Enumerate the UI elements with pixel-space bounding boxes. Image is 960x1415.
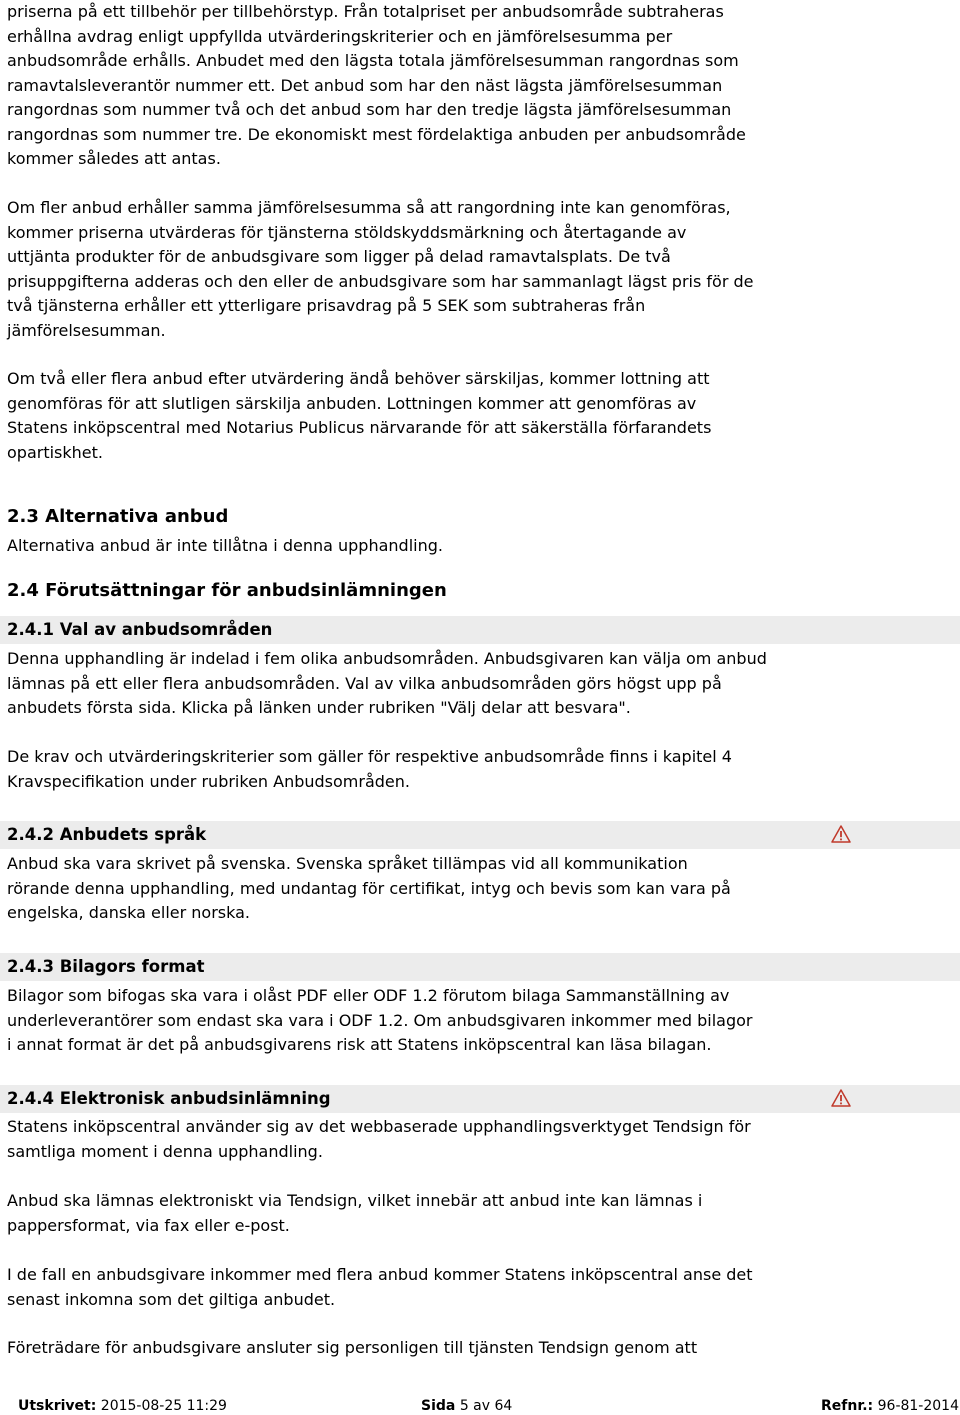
text-line: underleverantörer som endast ska vara i ODF 1.2. Om anbudsgivaren inkommer med bilagor: [7, 1010, 753, 1030]
text-line: Denna upphandling är indelad i fem olika anbudsområden. Anbudsgivaren kan välja om anbud: [7, 649, 767, 668]
text-line: rangordnas som nummer två och det anbud som har den tredje lägsta jämförelsesumman: [7, 100, 732, 119]
text-line: I de fall en anbudsgivare inkommer med flera anbud kommer Statens inköpscentral anse det: [7, 1265, 753, 1284]
text-line: jämförelsesumman.: [7, 320, 166, 340]
text-line: Alternativa anbud är inte tillåtna i denna upphandling.: [7, 536, 443, 555]
text-line: prisuppgifterna adderas och den eller de anbudsgivare som har sammanlagt lägst pris för de: [7, 271, 754, 291]
footer-ref-value: 96-81-2014: [877, 1398, 959, 1414]
paragraph-multiple-bids: [7, 1263, 753, 1312]
text-line: anbudets första sida. Klicka på länken under rubriken "Välj delar att besvara".: [7, 698, 631, 717]
text-line: rangordnas som nummer tre. De ekonomiskt mest fördelaktiga anbuden per anbudsområde: [7, 124, 746, 144]
text-line: Statens inköpscentral med Notarius Publicus närvarande för att säkerställa förfarandets: [7, 418, 712, 437]
heading-2-4-2: 2.4.2 Anbudets språk: [7, 825, 207, 844]
footer-page: [421, 1397, 512, 1415]
text-line: kommer priserna utvärderas för tjänsterna stöldskyddsmärkning och återtagande av: [7, 222, 687, 242]
footer-ref-label: Refnr.:: [821, 1398, 874, 1414]
text-line: Om fler anbud erhåller samma jämförelsesumma så att rangordning inte kan genomföras,: [7, 198, 731, 217]
section-header-2-4-2: [0, 821, 960, 849]
text-line: Statens inköpscentral använder sig av det webbaserade upphandlingsverktyget Tendsign för: [7, 1117, 751, 1136]
warning-triangle-icon: [831, 1089, 851, 1107]
heading-2-4-1: 2.4.1 Val av anbudsområden: [7, 620, 273, 639]
paragraph-requirements: [7, 745, 732, 794]
footer-page-value: 5 av 64: [459, 1398, 513, 1414]
heading-2-4-3: 2.4.3 Bilagors format: [7, 957, 205, 976]
section-header-2-4-4: [0, 1085, 960, 1113]
text-line: engelska, danska eller norska.: [7, 903, 250, 922]
footer-ref: [821, 1397, 959, 1415]
text-line: De krav och utvärderingskriterier som gäller för respektive anbudsområde finns i kapitel 4: [7, 747, 732, 766]
text-line: Bilagor som bifogas ska vara i olåst PDF eller ODF 1.2 förutom bilaga Sammanställning av: [7, 986, 730, 1005]
paragraph-tender-areas: [7, 647, 767, 721]
text-line: Företrädare för anbudsgivare ansluter sig personligen till tjänsten Tendsign genom att: [7, 1338, 698, 1357]
paragraph-electronic-only: [7, 1189, 702, 1238]
text-line: ramavtalsleverantör nummer ett. Det anbud som har den näst lägsta jämförelsesumman: [7, 75, 723, 95]
text-line: opartiskhet.: [7, 442, 103, 462]
text-line: Kravspecifikation under rubriken Anbudsområden.: [7, 771, 410, 791]
text-line: uttjänta produkter för de anbudsgivare som ligger på delad ramavtalsplats. De två: [7, 247, 671, 266]
text-line: erhållna avdrag enligt uppfyllda utvärderingskriterier och en jämförelsesumma per: [7, 26, 673, 46]
paragraph-alternative-bids: [7, 534, 443, 559]
paragraph-language: [7, 852, 731, 926]
footer-printed-value: 2015-08-25 11:29: [100, 1398, 227, 1414]
footer-page-label: Sida: [421, 1398, 456, 1414]
heading-2-4: 2.4 Förutsättningar för anbudsinlämningen: [7, 580, 447, 601]
footer-printed: [18, 1397, 227, 1415]
text-line: senast inkomna som det giltiga anbudet.: [7, 1289, 336, 1309]
text-line: lämnas på ett eller flera anbudsområden. Val av vilka anbudsområden görs högst upp på: [7, 673, 722, 693]
text-line: i annat format är det på anbudsgivarens risk att Statens inköpscentral kan läsa bilagan.: [7, 1035, 712, 1054]
paragraph-tendsign: [7, 1115, 751, 1164]
text-line: rörande denna upphandling, med undantag för certifikat, intyg och bevis som kan vara på: [7, 878, 731, 898]
section-header-2-4-1: [0, 616, 960, 644]
paragraph-representatives: [7, 1336, 697, 1361]
text-line: samtliga moment i denna upphandling.: [7, 1141, 323, 1161]
warning-triangle-icon: [831, 825, 851, 843]
text-line: Om två eller flera anbud efter utvärdering ändå behöver särskiljas, kommer lottning att: [7, 369, 710, 388]
text-line: anbudsområde erhålls. Anbudet med den lägsta totala jämförelsesumman rangordnas som: [7, 51, 739, 70]
text-line: priserna på ett tillbehör per tillbehörstyp. Från totalpriset per anbudsområde subtraheras: [7, 2, 724, 21]
text-line: kommer således att antas.: [7, 149, 221, 168]
text-line: genomföras för att slutligen särskilja anbuden. Lottningen kommer att genomföras av: [7, 393, 697, 413]
paragraph-lottery: [7, 367, 711, 465]
section-header-2-4-3: [0, 953, 960, 981]
heading-2-4-4: 2.4.4 Elektronisk anbudsinlämning: [7, 1089, 331, 1108]
paragraph-equal-sum: [7, 196, 753, 343]
text-line: pappersformat, via fax eller e-post.: [7, 1215, 290, 1235]
text-line: två tjänsterna erhåller ett ytterligare prisavdrag på 5 SEK som subtraheras från: [7, 296, 646, 315]
paragraph-ranking: [7, 0, 746, 172]
paragraph-attachment-format: [7, 984, 753, 1058]
text-line: Anbud ska lämnas elektroniskt via Tendsign, vilket innebär att anbud inte kan lämnas i: [7, 1191, 703, 1210]
text-line: Anbud ska vara skrivet på svenska. Svenska språket tillämpas vid all kommunikation: [7, 854, 688, 873]
footer-printed-label: Utskrivet:: [18, 1398, 97, 1414]
heading-2-3: 2.3 Alternativa anbud: [7, 506, 229, 527]
